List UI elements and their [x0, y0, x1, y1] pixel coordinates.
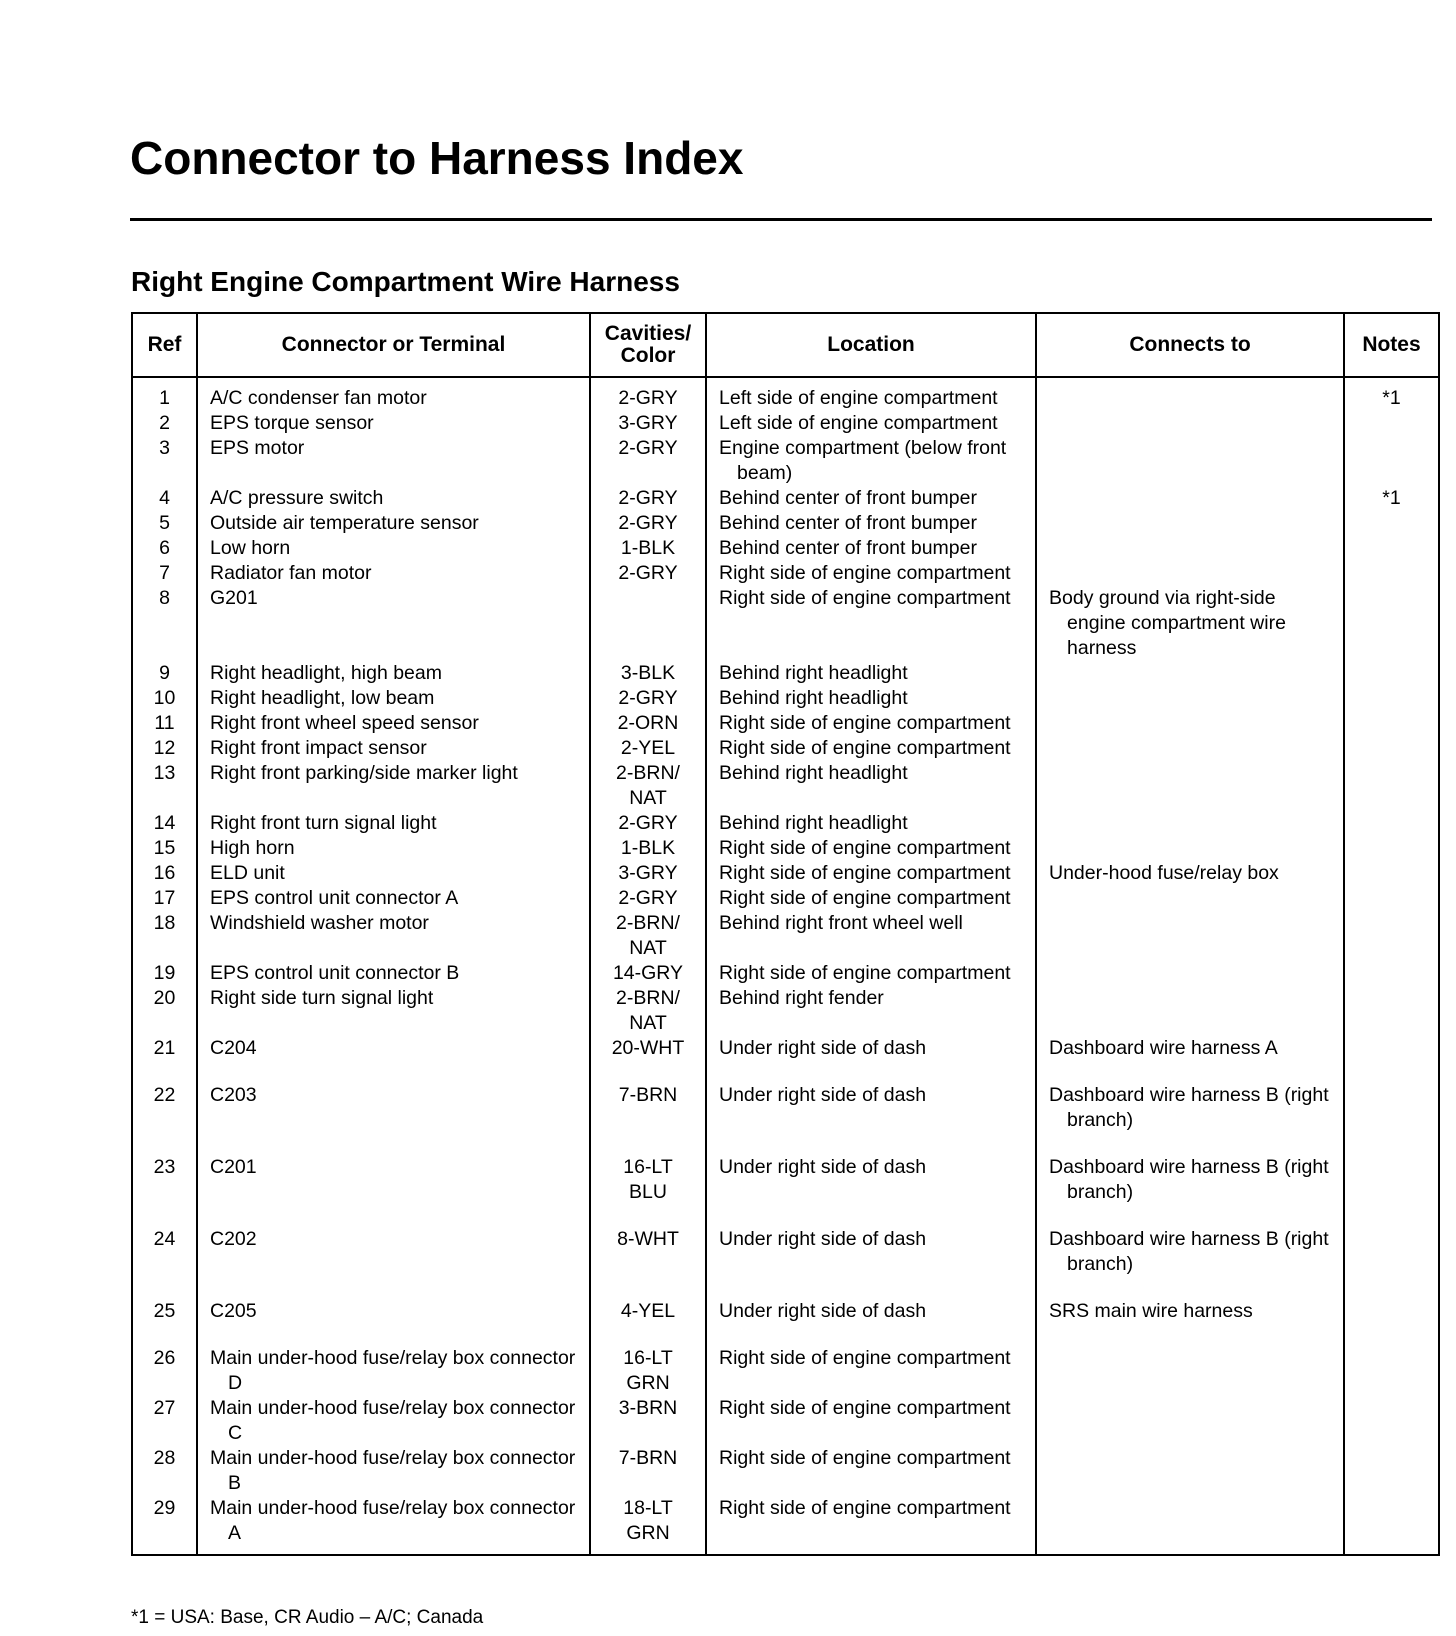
row-ref: 29: [132, 1496, 197, 1555]
row-connects-to: Dashboard wire harness A: [1049, 1037, 1278, 1059]
row-connector: Right front wheel speed sensor: [210, 712, 479, 734]
table-row: [132, 1446, 1439, 1496]
row-cavities: 4-YEL: [590, 1299, 706, 1346]
row-ref: 9: [132, 661, 197, 686]
row-notes: [1344, 811, 1439, 836]
row-location: Right side of engine compartment: [719, 587, 1011, 609]
row-notes: [1344, 561, 1439, 586]
row-location: Right side of engine compartment: [719, 1397, 1011, 1419]
row-ref: 22: [132, 1083, 197, 1155]
row-notes: [1344, 961, 1439, 986]
row-ref: 20: [132, 986, 197, 1036]
row-ref: 10: [132, 686, 197, 711]
row-cavities: 3-BLK: [590, 661, 706, 686]
row-location: Left side of engine compartment: [719, 412, 998, 434]
table-row: [132, 536, 1439, 561]
table-row: [132, 836, 1439, 861]
row-notes: [1344, 911, 1439, 961]
row-location: Under right side of dash: [719, 1156, 927, 1178]
row-connector: Right front turn signal light: [210, 812, 437, 834]
table-row: [132, 1396, 1439, 1446]
row-connector: Outside air temperature sensor: [210, 512, 479, 534]
table-row: [132, 411, 1439, 436]
row-notes: [1344, 1396, 1439, 1446]
row-connector: Right front impact sensor: [210, 737, 427, 759]
table-row: [132, 377, 1439, 411]
row-connector: Right headlight, high beam: [210, 662, 442, 684]
header-connector: Connector or Terminal: [197, 313, 590, 377]
header-notes: Notes: [1344, 313, 1439, 377]
table-row: [132, 561, 1439, 586]
row-notes: [1344, 1036, 1439, 1083]
row-ref: 17: [132, 886, 197, 911]
table-row: [132, 961, 1439, 986]
table-row: [132, 736, 1439, 761]
header-location: Location: [706, 313, 1036, 377]
table-row: [132, 661, 1439, 686]
row-location: Right side of engine compartment: [719, 737, 1011, 759]
row-location: Behind right fender: [719, 987, 884, 1009]
row-connector: A/C condenser fan motor: [210, 387, 427, 409]
row-ref: 13: [132, 761, 197, 811]
row-connector: C203: [210, 1084, 257, 1106]
row-connector: Right side turn signal light: [210, 987, 434, 1009]
row-ref: 15: [132, 836, 197, 861]
row-ref: 27: [132, 1396, 197, 1446]
row-connector: Main under-hood fuse/relay box connector A: [210, 1497, 576, 1544]
table-row: [132, 811, 1439, 836]
row-connector: ELD unit: [210, 862, 285, 884]
row-notes: [1344, 1346, 1439, 1396]
row-location: Behind center of front bumper: [719, 487, 977, 509]
header-connects-to: Connects to: [1036, 313, 1344, 377]
table-row: [132, 886, 1439, 911]
row-cavities: 16-LT BLU: [590, 1155, 706, 1227]
row-notes: [1344, 411, 1439, 436]
table-row: [132, 486, 1439, 511]
row-notes: [1344, 761, 1439, 811]
row-notes: [1344, 836, 1439, 861]
row-ref: 1: [132, 377, 197, 411]
row-location: Engine compartment (below front beam): [719, 437, 1007, 484]
row-cavities: 2-GRY: [590, 377, 706, 411]
row-cavities: 3-GRY: [590, 411, 706, 436]
row-notes: [1344, 661, 1439, 686]
row-cavities: 14-GRY: [590, 961, 706, 986]
row-connector: G201: [210, 587, 258, 609]
footnote: *1 = USA: Base, CR Audio – A/C; Canada: [131, 1607, 484, 1628]
header-ref: Ref: [132, 313, 197, 377]
row-location: Right side of engine compartment: [719, 862, 1011, 884]
row-cavities: 16-LT GRN: [590, 1346, 706, 1396]
row-notes: [1344, 1083, 1439, 1155]
row-ref: 6: [132, 536, 197, 561]
row-connector: Right headlight, low beam: [210, 687, 435, 709]
row-cavities: 2-GRY: [590, 686, 706, 711]
row-location: Under right side of dash: [719, 1228, 927, 1250]
row-connector: Main under-hood fuse/relay box connector D: [210, 1347, 576, 1394]
row-cavities: 2-BRN/ NAT: [590, 986, 706, 1036]
row-connector: EPS motor: [210, 437, 305, 459]
row-location: Right side of engine compartment: [719, 962, 1011, 984]
table-row: [132, 511, 1439, 536]
row-ref: 16: [132, 861, 197, 886]
row-connector: Low horn: [210, 537, 291, 559]
row-connector: EPS torque sensor: [210, 412, 374, 434]
row-cavities: 2-GRY: [590, 486, 706, 511]
table-row: [132, 1299, 1439, 1346]
row-cavities: 2-GRY: [590, 886, 706, 911]
row-cavities: 18-LT GRN: [590, 1496, 706, 1555]
table-row: [132, 861, 1439, 886]
row-ref: 28: [132, 1446, 197, 1496]
row-notes: [1344, 686, 1439, 711]
row-connector: C202: [210, 1228, 257, 1250]
row-location: Behind right headlight: [719, 812, 908, 834]
table-row: [132, 1083, 1439, 1155]
table-row: [132, 586, 1439, 661]
row-notes: [1344, 861, 1439, 886]
row-location: Behind right headlight: [719, 662, 908, 684]
row-connector: C205: [210, 1300, 257, 1322]
table-row: [132, 1496, 1439, 1555]
page-title: Connector to Harness Index: [130, 132, 744, 184]
table-row: [132, 986, 1439, 1036]
row-connector: Main under-hood fuse/relay box connector C: [210, 1397, 576, 1444]
row-location: Right side of engine compartment: [719, 837, 1011, 859]
row-cavities: 1-BLK: [590, 536, 706, 561]
row-connects-to: SRS main wire harness: [1049, 1300, 1253, 1322]
table-row: [132, 436, 1439, 486]
harness-table: [131, 312, 1440, 1556]
row-ref: 19: [132, 961, 197, 986]
row-ref: 11: [132, 711, 197, 736]
row-notes: [1344, 736, 1439, 761]
row-cavities: 7-BRN: [590, 1083, 706, 1155]
row-connects-to: Dashboard wire harness B (right branch): [1049, 1228, 1329, 1275]
row-cavities: 2-YEL: [590, 736, 706, 761]
row-notes: [1344, 436, 1439, 486]
row-notes: [1344, 511, 1439, 536]
row-location: Under right side of dash: [719, 1084, 927, 1106]
row-notes: [1344, 1299, 1439, 1346]
row-connector: C201: [210, 1156, 257, 1178]
row-notes: [1344, 586, 1439, 661]
row-cavities: 2-GRY: [590, 811, 706, 836]
section-title: Right Engine Compartment Wire Harness: [131, 266, 680, 297]
row-cavities: 20-WHT: [590, 1036, 706, 1083]
row-ref: 7: [132, 561, 197, 586]
table-row: [132, 711, 1439, 736]
row-cavities: 2-GRY: [590, 561, 706, 586]
row-location: Left side of engine compartment: [719, 387, 998, 409]
row-cavities: 2-ORN: [590, 711, 706, 736]
row-connector: EPS control unit connector B: [210, 962, 460, 984]
row-ref: 8: [132, 586, 197, 661]
row-notes: [1344, 986, 1439, 1036]
table-body: [132, 377, 1439, 1555]
row-notes: *1: [1344, 377, 1439, 411]
row-cavities: 1-BLK: [590, 836, 706, 861]
table-row: [132, 686, 1439, 711]
row-location: Behind center of front bumper: [719, 512, 977, 534]
row-cavities: 2-GRY: [590, 511, 706, 536]
row-connects-to: Dashboard wire harness B (right branch): [1049, 1156, 1329, 1203]
row-connector: EPS control unit connector A: [210, 887, 459, 909]
row-cavities: 3-BRN: [590, 1396, 706, 1446]
row-location: Behind right front wheel well: [719, 912, 963, 934]
row-location: Under right side of dash: [719, 1037, 927, 1059]
row-location: Right side of engine compartment: [719, 1447, 1011, 1469]
row-ref: 12: [132, 736, 197, 761]
row-ref: 24: [132, 1227, 197, 1299]
row-ref: 18: [132, 911, 197, 961]
row-connector: Right front parking/side marker light: [210, 762, 518, 784]
row-connector: C204: [210, 1037, 257, 1059]
row-cavities: 2-GRY: [590, 436, 706, 486]
row-cavities: 2-BRN/ NAT: [590, 761, 706, 811]
row-cavities: 8-WHT: [590, 1227, 706, 1299]
row-location: Right side of engine compartment: [719, 1347, 1011, 1369]
table-row: [132, 761, 1439, 811]
title-divider: [130, 218, 1432, 221]
row-notes: *1: [1344, 486, 1439, 511]
row-connector: Radiator fan motor: [210, 562, 372, 584]
row-ref: 2: [132, 411, 197, 436]
row-location: Right side of engine compartment: [719, 887, 1011, 909]
row-notes: [1344, 1446, 1439, 1496]
header-cavities: Cavities/ Color: [590, 313, 706, 377]
row-ref: 3: [132, 436, 197, 486]
row-notes: [1344, 1155, 1439, 1227]
row-connector: Windshield washer motor: [210, 912, 429, 934]
table-row: [132, 1155, 1439, 1227]
row-connects-to: Body ground via right-side engine compartment wire harness: [1049, 587, 1286, 659]
table-row: [132, 1036, 1439, 1083]
row-location: Right side of engine compartment: [719, 1497, 1011, 1519]
row-location: Right side of engine compartment: [719, 712, 1011, 734]
row-ref: 4: [132, 486, 197, 511]
header-row: [132, 313, 1439, 377]
row-notes: [1344, 1496, 1439, 1555]
table-row: [132, 911, 1439, 961]
row-connector: High horn: [210, 837, 295, 859]
row-ref: 21: [132, 1036, 197, 1083]
table-row: [132, 1346, 1439, 1396]
row-location: Behind center of front bumper: [719, 537, 977, 559]
row-ref: 5: [132, 511, 197, 536]
row-ref: 26: [132, 1346, 197, 1396]
row-ref: 14: [132, 811, 197, 836]
row-location: Behind right headlight: [719, 687, 908, 709]
row-location: Behind right headlight: [719, 762, 908, 784]
row-connector: Main under-hood fuse/relay box connector B: [210, 1447, 576, 1494]
row-connects-to: Under-hood fuse/relay box: [1049, 862, 1279, 884]
row-notes: [1344, 711, 1439, 736]
row-location: Right side of engine compartment: [719, 562, 1011, 584]
row-connects-to: Dashboard wire harness B (right branch): [1049, 1084, 1329, 1131]
row-cavities: 2-BRN/ NAT: [590, 911, 706, 961]
row-notes: [1344, 536, 1439, 561]
row-connector: A/C pressure switch: [210, 487, 384, 509]
row-cavities: 3-GRY: [590, 861, 706, 886]
row-notes: [1344, 886, 1439, 911]
table-row: [132, 1227, 1439, 1299]
row-notes: [1344, 1227, 1439, 1299]
row-ref: 25: [132, 1299, 197, 1346]
row-cavities: [590, 586, 706, 661]
row-location: Under right side of dash: [719, 1300, 927, 1322]
row-ref: 23: [132, 1155, 197, 1227]
row-cavities: 7-BRN: [590, 1446, 706, 1496]
